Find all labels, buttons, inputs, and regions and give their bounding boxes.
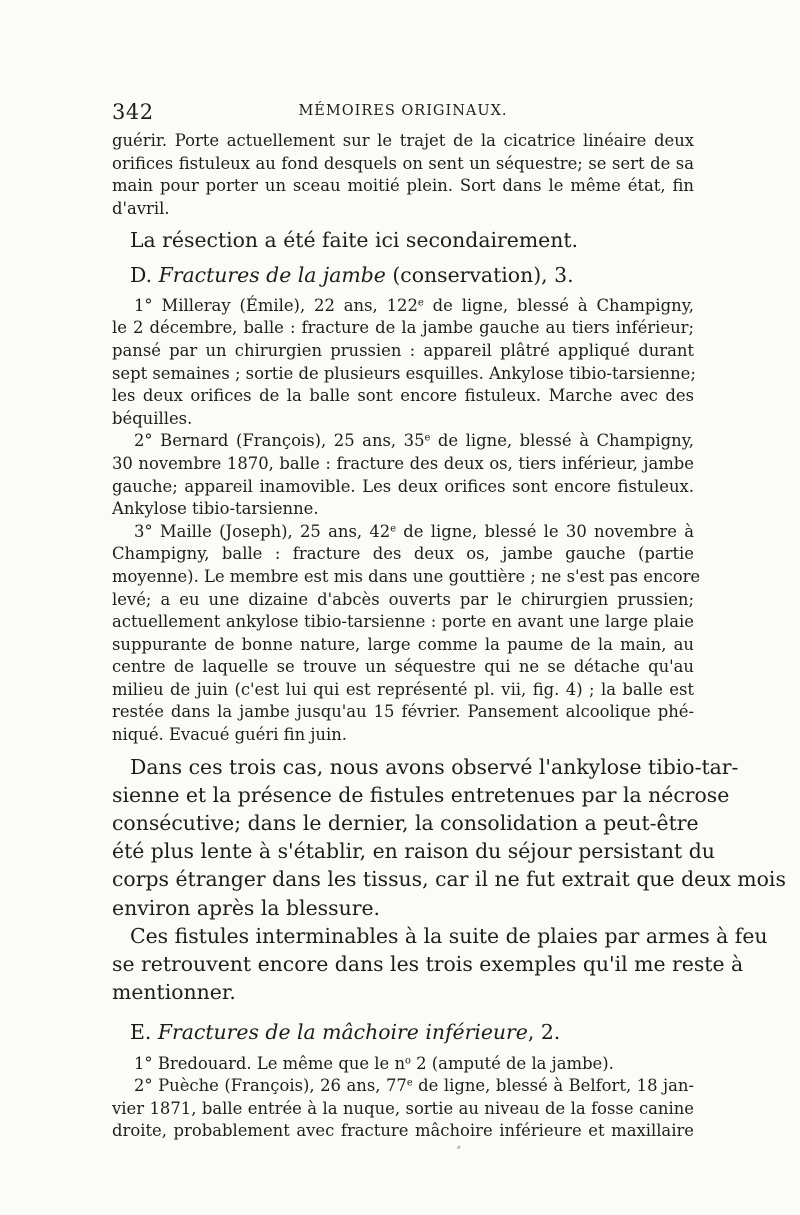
fistules-paragraph: [112, 922, 768, 1007]
text-line: restée dans la jambe jusqu'au 15 février. Pansement alcoolique phé-: [112, 702, 694, 722]
text-line: suppurante de bonne nature, large comme la paume de la main, au: [112, 634, 694, 654]
text-line: 2° Puèche (François), 26 ans, 77e de ligne, blessé à Belfort, 18 jan-: [134, 1076, 694, 1096]
text-line: 3° Maille (Joseph), 25 ans, 42e de ligne, blessé le 30 novembre à: [134, 521, 695, 541]
section-suffix: , 2.: [527, 1020, 561, 1045]
section-d-heading: [112, 261, 694, 289]
page-number: 342: [112, 100, 154, 124]
text-line: guérir. Porte actuellement sur le trajet de la cicatrice linéaire deux: [112, 131, 694, 150]
text-line: sienne et la présence de fistules entretenues par la nécrose: [112, 782, 730, 807]
section-e-heading: [112, 1018, 694, 1046]
page-body: [112, 130, 786, 1143]
text-line: béquilles.: [112, 408, 193, 428]
text-line: droite, probablement avec fracture mâchoire inférieure et maxillaire: [112, 1121, 694, 1141]
discussion-paragraph: [112, 753, 786, 922]
text-line: les deux orifices de la balle sont encore fistuleux. Marche avec des: [112, 386, 694, 406]
text-line: été plus lente à s'établir, en raison du séjour persistant du: [112, 839, 715, 864]
text-line: orifices fistuleux au fond desquels on sent un séquestre; se sert de sa: [112, 153, 694, 173]
text-line: Dans ces trois cas, nous avons observé l'ankylose tibio-tar-: [130, 754, 739, 779]
text-line: 30 novembre 1870, balle : fracture des deux os, tiers inférieur, jambe: [112, 453, 694, 473]
section-letter: D.: [130, 262, 153, 287]
text-line: moyenne). Le membre est mis dans une gouttière ; ne s'est pas encore: [112, 566, 701, 586]
text-line: vier 1871, balle entrée à la nuque, sortie au niveau de la fosse canine: [112, 1098, 694, 1118]
text-line: milieu de juin (c'est lui qui est représenté pl. vii, fig. 4) ; la balle est: [112, 679, 694, 699]
text-line: 1° Milleray (Émile), 22 ans, 122e de ligne, blessé à Champigny,: [134, 295, 694, 315]
text-line: centre de laquelle se trouve un séquestre qui ne se détache qu'au: [112, 657, 694, 677]
text-line: d'avril.: [112, 198, 170, 218]
section-letter: E.: [130, 1020, 152, 1045]
section-title: Fractures de la jambe: [158, 262, 386, 287]
text-line: mentionner.: [112, 980, 236, 1005]
text-line: Champigny, balle : fracture des deux os, jambe gauche (partie: [112, 544, 694, 564]
resection-note: La résection a été faite ici secondairement.: [130, 228, 579, 253]
text-line: sept semaines ; sortie de plusieurs esquilles. Ankylose tibio-tarsienne;: [112, 363, 696, 383]
text-line: pansé par un chirurgien prussien : appareil plâtré appliqué durant: [112, 340, 694, 360]
text-line: niqué. Evacué guéri fin juin.: [112, 725, 347, 745]
text-line: gauche; appareil inamovible. Les deux orifices sont encore fistuleux.: [112, 476, 694, 496]
case-pueche: [112, 1075, 694, 1143]
text-line: 1° Bredouard. Le même que le $n^o$ 2 (amputé de la jambe).: [134, 1053, 614, 1073]
text-line: Ces fistules interminables à la suite de plaies par armes à feu: [130, 923, 768, 948]
text-line: actuellement ankylose tibio-tarsienne : porte en avant une large plaie: [112, 612, 694, 632]
section-title: Fractures de la mâchoire inférieure: [157, 1020, 528, 1045]
page-header: [112, 100, 694, 130]
text-line: se retrouvent encore dans les trois exemples qu'il me reste à: [112, 952, 744, 977]
text-line: environ après la blessure.: [112, 895, 381, 920]
text-line: levé; a eu une dizaine d'abcès ouverts par le chirurgien prussien;: [112, 589, 694, 609]
paragraph-continuation: [112, 130, 694, 220]
section-suffix: (conservation), 3.: [392, 262, 574, 287]
text-line: Ankylose tibio-tarsienne.: [112, 499, 319, 519]
running-head: MÉMOIRES ORIGINAUX.: [298, 103, 508, 119]
text-line: consécutive; dans le dernier, la consolidation a peut-être: [112, 811, 699, 836]
case-bredouard: [112, 1053, 694, 1076]
printer-mark: ⸗: [457, 1140, 461, 1153]
case-maille: [112, 521, 701, 747]
case-milleray: [112, 295, 694, 431]
text-line: main pour porter un sceau moitié plein. Sort dans le même état, fin: [112, 176, 694, 196]
case-bernard: [112, 430, 694, 520]
text-line: 2° Bernard (François), 25 ans, 35e de ligne, blessé à Champigny,: [134, 431, 695, 451]
text-line: corps étranger dans les tissus, car il ne fut extrait que deux mois: [112, 867, 786, 892]
text-line: le 2 décembre, balle : fracture de la jambe gauche au tiers inférieur;: [112, 318, 694, 338]
